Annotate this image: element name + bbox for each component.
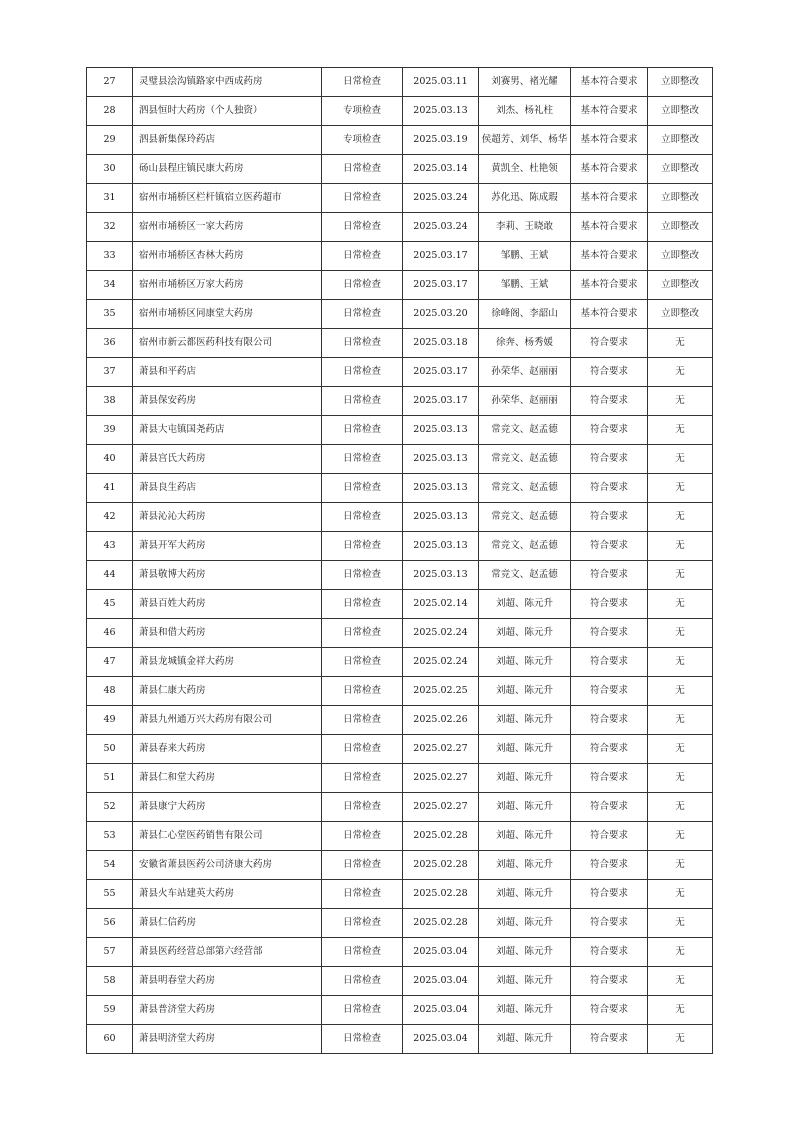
table-row <box>87 880 713 909</box>
table-row <box>87 561 713 590</box>
rectification-cell: 立即整改 <box>648 300 713 329</box>
pharmacy-name-cell: 萧县宫氏大药房 <box>133 445 322 474</box>
table-row <box>87 184 713 213</box>
inspectors-cell: 常竞文、赵孟德 <box>479 532 571 561</box>
inspection-date-cell: 2025.02.28 <box>403 851 479 880</box>
inspection-result-cell: 符合要求 <box>571 590 648 619</box>
inspection-result-cell: 符合要求 <box>571 909 648 938</box>
pharmacy-name-cell: 宿州市埇桥区万家大药房 <box>133 271 322 300</box>
inspection-result-cell: 符合要求 <box>571 387 648 416</box>
inspection-date-cell: 2025.03.04 <box>403 938 479 967</box>
inspection-date-cell: 2025.03.24 <box>403 213 479 242</box>
inspection-date-cell: 2025.03.17 <box>403 242 479 271</box>
table-row <box>87 213 713 242</box>
table-row <box>87 329 713 358</box>
pharmacy-name-cell: 萧县仁信药房 <box>133 909 322 938</box>
inspection-date-cell: 2025.03.19 <box>403 126 479 155</box>
inspection-type-cell: 日常检查 <box>322 851 403 880</box>
rectification-cell: 无 <box>648 880 713 909</box>
inspection-result-cell: 基本符合要求 <box>571 300 648 329</box>
pharmacy-name-cell: 泗县新集保玲药店 <box>133 126 322 155</box>
table-row <box>87 648 713 677</box>
inspectors-cell: 刘超、陈元升 <box>479 764 571 793</box>
inspection-result-cell: 符合要求 <box>571 764 648 793</box>
inspectors-cell: 刘超、陈元升 <box>479 822 571 851</box>
row-number-cell: 58 <box>87 967 133 996</box>
inspection-result-cell: 符合要求 <box>571 561 648 590</box>
pharmacy-name-cell: 砀山县程庄镇民康大药房 <box>133 155 322 184</box>
pharmacy-name-cell: 萧县仁康大药房 <box>133 677 322 706</box>
inspection-type-cell: 日常检查 <box>322 387 403 416</box>
row-number-cell: 40 <box>87 445 133 474</box>
row-number-cell: 27 <box>87 68 133 97</box>
inspection-date-cell: 2025.03.04 <box>403 996 479 1025</box>
pharmacy-name-cell: 宿州市新云都医药科技有限公司 <box>133 329 322 358</box>
inspectors-cell: 常竞文、赵孟德 <box>479 416 571 445</box>
inspection-date-cell: 2025.03.17 <box>403 271 479 300</box>
inspection-type-cell: 日常检查 <box>322 416 403 445</box>
table-row <box>87 938 713 967</box>
inspection-result-cell: 符合要求 <box>571 445 648 474</box>
table-row <box>87 764 713 793</box>
inspection-date-cell: 2025.03.11 <box>403 68 479 97</box>
inspection-date-cell: 2025.03.13 <box>403 445 479 474</box>
pharmacy-name-cell: 萧县春来大药房 <box>133 735 322 764</box>
inspection-result-cell: 符合要求 <box>571 822 648 851</box>
inspection-date-cell: 2025.02.28 <box>403 822 479 851</box>
inspection-type-cell: 日常检查 <box>322 445 403 474</box>
rectification-cell: 无 <box>648 909 713 938</box>
rectification-cell: 无 <box>648 445 713 474</box>
inspection-type-cell: 日常检查 <box>322 561 403 590</box>
inspectors-cell: 刘超、陈元升 <box>479 1025 571 1054</box>
inspectors-cell: 刘超、陈元升 <box>479 938 571 967</box>
rectification-cell: 无 <box>648 706 713 735</box>
inspection-date-cell: 2025.03.13 <box>403 474 479 503</box>
inspection-result-cell: 符合要求 <box>571 967 648 996</box>
row-number-cell: 45 <box>87 590 133 619</box>
inspectors-cell: 刘杰、杨礼柱 <box>479 97 571 126</box>
inspection-result-cell: 符合要求 <box>571 938 648 967</box>
inspection-type-cell: 日常检查 <box>322 271 403 300</box>
rectification-cell: 无 <box>648 1025 713 1054</box>
row-number-cell: 50 <box>87 735 133 764</box>
rectification-cell: 立即整改 <box>648 184 713 213</box>
inspectors-cell: 刘超、陈元升 <box>479 793 571 822</box>
inspection-type-cell: 专项检查 <box>322 97 403 126</box>
inspectors-cell: 苏化迅、陈成瑕 <box>479 184 571 213</box>
rectification-cell: 无 <box>648 561 713 590</box>
pharmacy-name-cell: 萧县康宁大药房 <box>133 793 322 822</box>
table-row <box>87 126 713 155</box>
rectification-cell: 无 <box>648 764 713 793</box>
inspectors-cell: 刘超、陈元升 <box>479 735 571 764</box>
inspection-records-table <box>86 67 713 1054</box>
row-number-cell: 42 <box>87 503 133 532</box>
pharmacy-name-cell: 萧县开军大药房 <box>133 532 322 561</box>
pharmacy-name-cell: 萧县和借大药房 <box>133 619 322 648</box>
inspection-date-cell: 2025.02.24 <box>403 619 479 648</box>
rectification-cell: 立即整改 <box>648 68 713 97</box>
inspection-type-cell: 日常检查 <box>322 619 403 648</box>
row-number-cell: 34 <box>87 271 133 300</box>
inspection-result-cell: 符合要求 <box>571 358 648 387</box>
pharmacy-name-cell: 泗县恒时大药房（个人独资） <box>133 97 322 126</box>
inspectors-cell: 常竞文、赵孟德 <box>479 445 571 474</box>
inspectors-cell: 刘超、陈元升 <box>479 880 571 909</box>
inspection-date-cell: 2025.02.27 <box>403 764 479 793</box>
pharmacy-name-cell: 宿州市埇桥区杏林大药房 <box>133 242 322 271</box>
row-number-cell: 41 <box>87 474 133 503</box>
rectification-cell: 立即整改 <box>648 126 713 155</box>
inspection-result-cell: 符合要求 <box>571 706 648 735</box>
inspection-result-cell: 符合要求 <box>571 532 648 561</box>
inspection-type-cell: 日常检查 <box>322 300 403 329</box>
row-number-cell: 59 <box>87 996 133 1025</box>
rectification-cell: 无 <box>648 503 713 532</box>
inspection-date-cell: 2025.03.24 <box>403 184 479 213</box>
inspectors-cell: 刘赛男、褚光耀 <box>479 68 571 97</box>
table-row <box>87 445 713 474</box>
inspection-type-cell: 专项检查 <box>322 126 403 155</box>
table-row <box>87 735 713 764</box>
inspectors-cell: 邹鹏、王斌 <box>479 271 571 300</box>
row-number-cell: 36 <box>87 329 133 358</box>
rectification-cell: 立即整改 <box>648 242 713 271</box>
pharmacy-name-cell: 萧县良生药店 <box>133 474 322 503</box>
table-row <box>87 300 713 329</box>
inspectors-cell: 刘超、陈元升 <box>479 967 571 996</box>
row-number-cell: 38 <box>87 387 133 416</box>
rectification-cell: 立即整改 <box>648 271 713 300</box>
table-row <box>87 242 713 271</box>
inspection-result-cell: 符合要求 <box>571 851 648 880</box>
inspection-type-cell: 日常检查 <box>322 909 403 938</box>
row-number-cell: 47 <box>87 648 133 677</box>
inspection-date-cell: 2025.03.13 <box>403 416 479 445</box>
pharmacy-name-cell: 萧县明春堂大药房 <box>133 967 322 996</box>
inspection-type-cell: 日常检查 <box>322 677 403 706</box>
pharmacy-name-cell: 萧县大屯镇国尧药店 <box>133 416 322 445</box>
inspectors-cell: 李莉、王晓敢 <box>479 213 571 242</box>
table-body <box>87 68 713 1054</box>
table-row <box>87 97 713 126</box>
pharmacy-name-cell: 宿州市埇桥区同康堂大药房 <box>133 300 322 329</box>
pharmacy-name-cell: 萧县和平药店 <box>133 358 322 387</box>
inspection-date-cell: 2025.02.24 <box>403 648 479 677</box>
table-row <box>87 155 713 184</box>
inspection-type-cell: 日常检查 <box>322 967 403 996</box>
row-number-cell: 33 <box>87 242 133 271</box>
rectification-cell: 无 <box>648 387 713 416</box>
row-number-cell: 39 <box>87 416 133 445</box>
row-number-cell: 57 <box>87 938 133 967</box>
inspection-type-cell: 日常检查 <box>322 793 403 822</box>
row-number-cell: 44 <box>87 561 133 590</box>
inspection-result-cell: 基本符合要求 <box>571 213 648 242</box>
rectification-cell: 无 <box>648 648 713 677</box>
inspection-result-cell: 符合要求 <box>571 793 648 822</box>
table-row <box>87 416 713 445</box>
inspectors-cell: 常竞文、赵孟德 <box>479 561 571 590</box>
inspectors-cell: 刘超、陈元升 <box>479 996 571 1025</box>
inspection-date-cell: 2025.02.28 <box>403 909 479 938</box>
inspection-type-cell: 日常检查 <box>322 590 403 619</box>
inspection-result-cell: 符合要求 <box>571 648 648 677</box>
inspection-date-cell: 2025.02.27 <box>403 735 479 764</box>
inspectors-cell: 刘超、陈元升 <box>479 909 571 938</box>
inspection-result-cell: 基本符合要求 <box>571 242 648 271</box>
table-row <box>87 532 713 561</box>
inspection-type-cell: 日常检查 <box>322 764 403 793</box>
pharmacy-name-cell: 宿州市埇桥区栏杆镇宿立医药超市 <box>133 184 322 213</box>
table-row <box>87 474 713 503</box>
row-number-cell: 35 <box>87 300 133 329</box>
inspectors-cell: 徐奔、杨秀媛 <box>479 329 571 358</box>
inspection-date-cell: 2025.03.17 <box>403 358 479 387</box>
pharmacy-name-cell: 萧县医药经营总部第六经营部 <box>133 938 322 967</box>
pharmacy-name-cell: 安徽省萧县医药公司济康大药房 <box>133 851 322 880</box>
inspection-result-cell: 符合要求 <box>571 416 648 445</box>
rectification-cell: 无 <box>648 619 713 648</box>
inspection-result-cell: 符合要求 <box>571 474 648 503</box>
inspection-type-cell: 日常检查 <box>322 358 403 387</box>
table-row <box>87 387 713 416</box>
inspection-type-cell: 日常检查 <box>322 242 403 271</box>
inspection-date-cell: 2025.03.20 <box>403 300 479 329</box>
rectification-cell: 无 <box>648 793 713 822</box>
rectification-cell: 无 <box>648 358 713 387</box>
inspection-result-cell: 基本符合要求 <box>571 68 648 97</box>
table-row <box>87 271 713 300</box>
inspectors-cell: 邹鹏、王斌 <box>479 242 571 271</box>
table-row <box>87 909 713 938</box>
pharmacy-name-cell: 灵璧县浍沟镇路家中西成药房 <box>133 68 322 97</box>
inspection-date-cell: 2025.03.13 <box>403 532 479 561</box>
inspection-type-cell: 日常检查 <box>322 822 403 851</box>
row-number-cell: 37 <box>87 358 133 387</box>
row-number-cell: 49 <box>87 706 133 735</box>
table-row <box>87 619 713 648</box>
inspection-date-cell: 2025.02.27 <box>403 793 479 822</box>
inspectors-cell: 孙荣华、赵丽丽 <box>479 387 571 416</box>
row-number-cell: 31 <box>87 184 133 213</box>
inspection-date-cell: 2025.02.14 <box>403 590 479 619</box>
inspection-type-cell: 日常检查 <box>322 996 403 1025</box>
inspection-table-container <box>86 67 712 1054</box>
inspection-type-cell: 日常检查 <box>322 880 403 909</box>
inspectors-cell: 常竞文、赵孟德 <box>479 503 571 532</box>
inspection-type-cell: 日常检查 <box>322 213 403 242</box>
rectification-cell: 无 <box>648 822 713 851</box>
rectification-cell: 无 <box>648 474 713 503</box>
inspectors-cell: 刘超、陈元升 <box>479 851 571 880</box>
inspection-date-cell: 2025.02.25 <box>403 677 479 706</box>
table-row <box>87 503 713 532</box>
inspection-date-cell: 2025.03.17 <box>403 387 479 416</box>
rectification-cell: 无 <box>648 677 713 706</box>
table-row <box>87 590 713 619</box>
inspection-type-cell: 日常检查 <box>322 532 403 561</box>
row-number-cell: 28 <box>87 97 133 126</box>
rectification-cell: 无 <box>648 967 713 996</box>
rectification-cell: 无 <box>648 416 713 445</box>
inspection-type-cell: 日常检查 <box>322 329 403 358</box>
table-row <box>87 358 713 387</box>
inspectors-cell: 刘超、陈元升 <box>479 677 571 706</box>
inspectors-cell: 刘超、陈元升 <box>479 590 571 619</box>
inspectors-cell: 侯超芳、刘华、杨华 <box>479 126 571 155</box>
inspection-date-cell: 2025.02.26 <box>403 706 479 735</box>
rectification-cell: 无 <box>648 851 713 880</box>
inspection-date-cell: 2025.02.28 <box>403 880 479 909</box>
inspectors-cell: 常竞文、赵孟德 <box>479 474 571 503</box>
row-number-cell: 32 <box>87 213 133 242</box>
inspection-type-cell: 日常检查 <box>322 155 403 184</box>
row-number-cell: 48 <box>87 677 133 706</box>
table-row <box>87 793 713 822</box>
table-row <box>87 677 713 706</box>
inspection-date-cell: 2025.03.13 <box>403 503 479 532</box>
rectification-cell: 无 <box>648 938 713 967</box>
pharmacy-name-cell: 宿州市埇桥区一家大药房 <box>133 213 322 242</box>
inspection-result-cell: 基本符合要求 <box>571 97 648 126</box>
inspection-type-cell: 日常检查 <box>322 938 403 967</box>
inspection-result-cell: 基本符合要求 <box>571 184 648 213</box>
inspection-date-cell: 2025.03.13 <box>403 561 479 590</box>
inspection-type-cell: 日常检查 <box>322 503 403 532</box>
table-row <box>87 822 713 851</box>
row-number-cell: 30 <box>87 155 133 184</box>
pharmacy-name-cell: 萧县沁沁大药房 <box>133 503 322 532</box>
inspection-type-cell: 日常检查 <box>322 68 403 97</box>
inspection-type-cell: 日常检查 <box>322 474 403 503</box>
row-number-cell: 54 <box>87 851 133 880</box>
row-number-cell: 52 <box>87 793 133 822</box>
inspection-result-cell: 符合要求 <box>571 1025 648 1054</box>
pharmacy-name-cell: 萧县敬博大药房 <box>133 561 322 590</box>
inspectors-cell: 徐峰阁、李韶山 <box>479 300 571 329</box>
inspection-result-cell: 基本符合要求 <box>571 155 648 184</box>
rectification-cell: 立即整改 <box>648 155 713 184</box>
pharmacy-name-cell: 萧县火车站建英大药房 <box>133 880 322 909</box>
inspection-type-cell: 日常检查 <box>322 1025 403 1054</box>
inspection-date-cell: 2025.03.13 <box>403 97 479 126</box>
inspectors-cell: 刘超、陈元升 <box>479 648 571 677</box>
rectification-cell: 无 <box>648 329 713 358</box>
inspection-type-cell: 日常检查 <box>322 184 403 213</box>
inspection-date-cell: 2025.03.04 <box>403 1025 479 1054</box>
inspection-result-cell: 基本符合要求 <box>571 271 648 300</box>
inspectors-cell: 孙荣华、赵丽丽 <box>479 358 571 387</box>
table-row <box>87 1025 713 1054</box>
inspection-date-cell: 2025.03.04 <box>403 967 479 996</box>
row-number-cell: 56 <box>87 909 133 938</box>
inspection-result-cell: 符合要求 <box>571 880 648 909</box>
inspection-result-cell: 符合要求 <box>571 677 648 706</box>
inspection-date-cell: 2025.03.14 <box>403 155 479 184</box>
pharmacy-name-cell: 萧县仁心堂医药销售有限公司 <box>133 822 322 851</box>
table-row <box>87 706 713 735</box>
row-number-cell: 60 <box>87 1025 133 1054</box>
inspection-result-cell: 符合要求 <box>571 503 648 532</box>
table-row <box>87 68 713 97</box>
inspection-type-cell: 日常检查 <box>322 706 403 735</box>
pharmacy-name-cell: 萧县龙城镇金祥大药房 <box>133 648 322 677</box>
row-number-cell: 53 <box>87 822 133 851</box>
row-number-cell: 46 <box>87 619 133 648</box>
inspection-result-cell: 基本符合要求 <box>571 126 648 155</box>
rectification-cell: 立即整改 <box>648 97 713 126</box>
pharmacy-name-cell: 萧县仁和堂大药房 <box>133 764 322 793</box>
inspection-result-cell: 符合要求 <box>571 735 648 764</box>
pharmacy-name-cell: 萧县普济堂大药房 <box>133 996 322 1025</box>
inspection-type-cell: 日常检查 <box>322 735 403 764</box>
table-row <box>87 851 713 880</box>
row-number-cell: 43 <box>87 532 133 561</box>
row-number-cell: 55 <box>87 880 133 909</box>
pharmacy-name-cell: 萧县百姓大药房 <box>133 590 322 619</box>
inspectors-cell: 刘超、陈元升 <box>479 619 571 648</box>
inspection-type-cell: 日常检查 <box>322 648 403 677</box>
rectification-cell: 无 <box>648 590 713 619</box>
rectification-cell: 无 <box>648 996 713 1025</box>
inspectors-cell: 黄凯全、杜艳领 <box>479 155 571 184</box>
rectification-cell: 立即整改 <box>648 213 713 242</box>
table-row <box>87 967 713 996</box>
rectification-cell: 无 <box>648 532 713 561</box>
rectification-cell: 无 <box>648 735 713 764</box>
row-number-cell: 29 <box>87 126 133 155</box>
inspection-date-cell: 2025.03.18 <box>403 329 479 358</box>
pharmacy-name-cell: 萧县九州通万兴大药房有限公司 <box>133 706 322 735</box>
inspectors-cell: 刘超、陈元升 <box>479 706 571 735</box>
row-number-cell: 51 <box>87 764 133 793</box>
inspection-result-cell: 符合要求 <box>571 619 648 648</box>
table-row <box>87 996 713 1025</box>
inspection-result-cell: 符合要求 <box>571 329 648 358</box>
pharmacy-name-cell: 萧县保安药房 <box>133 387 322 416</box>
pharmacy-name-cell: 萧县明济堂大药房 <box>133 1025 322 1054</box>
inspection-result-cell: 符合要求 <box>571 996 648 1025</box>
